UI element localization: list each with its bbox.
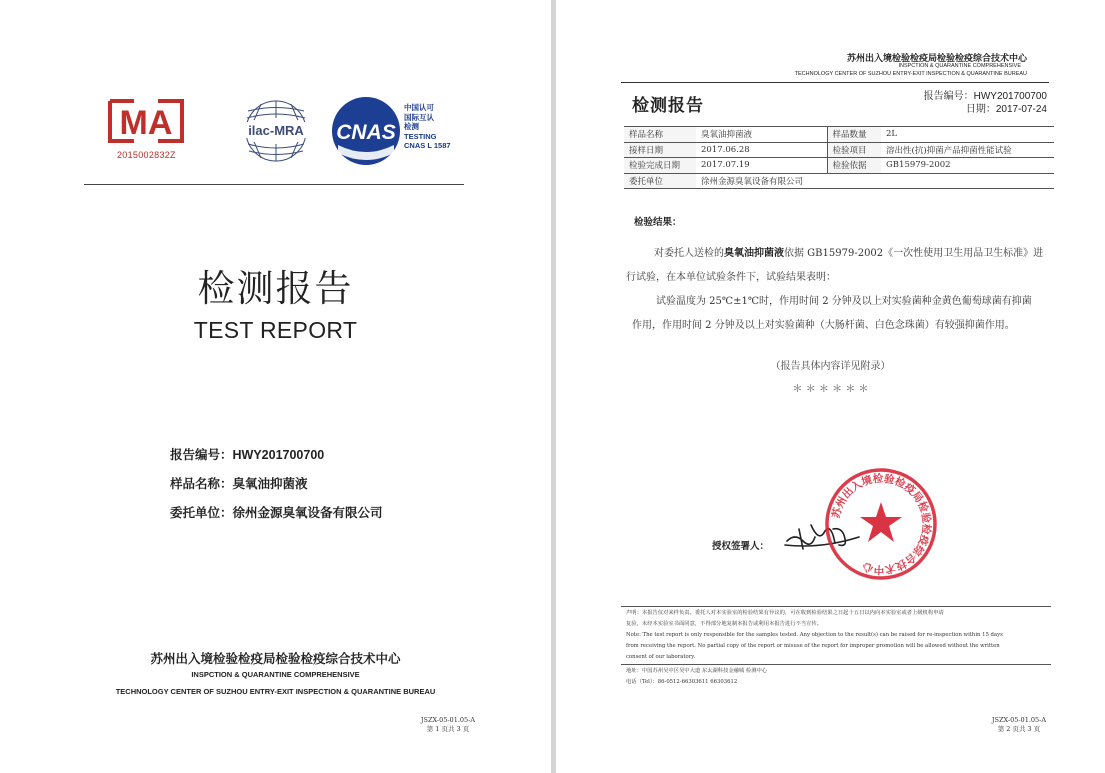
table-key: 样品名称 (624, 127, 696, 143)
cover-sample-name: 样品名称：臭氧油抑菌液 (170, 477, 308, 491)
report-number: 报告编号：HWY201700700 (923, 91, 1047, 102)
cover-title-en: TEST REPORT (193, 317, 358, 343)
table-value: 溶出性(抗)抑菌产品抑菌性能试验 (881, 142, 1054, 158)
cma-logo-text: MA (119, 104, 173, 142)
result-paragraph2-line1: 试验温度为 25℃±1℃时，作用时间 2 分钟及以上对实验菌种金黄色葡萄球菌有抑菌 (656, 296, 1032, 307)
table-row (624, 173, 1054, 189)
cnas-caption-line: 国际互认 (404, 112, 434, 122)
result-text: 依据 GB15979-2002《一次性使用卫生用品卫生标准》进 (784, 248, 1044, 259)
page-number: 第 2 页共 3 页 (997, 724, 1041, 733)
phone: 电话（Tel）：86-0512-66303611 66303612 (626, 679, 738, 685)
cover-divider (84, 184, 464, 185)
ilac-logo-text: ilac-MRA (248, 123, 304, 138)
cnas-caption-line: TESTING (404, 131, 437, 141)
cover-org-cn: 苏州出入境检验检疫局检验检疫综合技术中心 (150, 652, 401, 666)
sample-info-table (624, 126, 1054, 189)
form-code: JSZX-05-01.05-A (420, 716, 476, 724)
report-date: 日期：2017-07-24 (965, 104, 1047, 115)
table-value: 2017.07.19 (696, 158, 827, 174)
cover-title-cn: 检测报告 (197, 267, 354, 310)
note-line: 复验，未经本实验室书面同意，不得部分地复制本报告或利用本报告进行不当宣传。 (626, 621, 822, 627)
result-sample-name: 臭氧油抑菌液 (724, 248, 784, 259)
cnas-caption-line: CNAS L 1587 (404, 141, 451, 150)
table-value: 徐州金源臭氧设备有限公司 (696, 173, 1054, 189)
table-value: 2017.06.28 (696, 142, 827, 158)
cover-report-number: 报告编号：HWY201700700 (170, 448, 325, 462)
note-line: Note: The test report is only responsible for the samples tested. Any objection to the result(s) can be raised for re-inspection within 15 days (626, 632, 1003, 638)
result-paragraph1-line2: 行试验，在本单位试验条件下，试验结果表明： (626, 272, 836, 283)
header-org-en-line1: INSPCTION & QUARANTINE COMPREHENSIVE (898, 63, 1021, 69)
page-number: 第 1 页共 3 页 (426, 724, 470, 733)
cnas-caption (404, 103, 451, 151)
table-row (624, 127, 1054, 143)
form-code: JSZX-05-01.05-A (991, 716, 1047, 724)
official-seal-icon (821, 464, 941, 584)
cnas-logo-text: CNAS (336, 121, 396, 144)
result-paragraph2-line2: 作用，作用时间 2 分钟及以上对实验菌种（大肠杆菌、白色念珠菌）有较强抑菌作用。 (632, 320, 1015, 331)
header-org-cn: 苏州出入境检验检疫局检验检疫综合技术中心 (846, 53, 1027, 63)
address: 地址：中国苏州吴中区吴中大道 东太湖科技金融城 检测中心 (626, 668, 768, 674)
cnas-caption-line: 检测 (404, 122, 419, 131)
page1-footer (398, 716, 498, 733)
table-key: 接样日期 (624, 142, 696, 158)
cnas-logo-icon (330, 95, 402, 167)
cover-org-en-line1: INSPCTION & QUARANTINE COMPREHENSIVE (191, 670, 360, 679)
table-key: 检验项目 (827, 142, 881, 158)
report-result-page (556, 0, 1105, 773)
cma-logo-icon (104, 97, 188, 147)
disclaimer-notes (626, 608, 1056, 663)
signer-label: 授权签署人： (712, 541, 770, 552)
seal-text: 苏州出入境检验检疫局检验检疫综合技术中心 (830, 472, 933, 576)
header-org-en-line2: TECHNOLOGY CENTER OF SUZHOU ENTRY-EXIT INSPECTION & QUARANTINE BUREAU (794, 71, 1027, 77)
appendix-note: （报告具体内容详见附录） (770, 361, 891, 372)
cover-client: 委托单位：徐州金源臭氧设备有限公司 (170, 506, 383, 520)
table-row (624, 158, 1054, 174)
note-line: 声明：本报告仅对来样负责。委托人对本实验室的检验结果有异议的，可在收到检验结果之日起十五日以内向本实验室或者上级机构申请 (626, 610, 944, 616)
cover-org-en-line2: TECHNOLOGY CENTER OF SUZHOU ENTRY-EXIT INSPECTION & QUARANTINE BUREAU (115, 687, 436, 696)
notes-rule-top (621, 606, 1051, 607)
cnas-caption-line: 中国认可 (404, 103, 434, 112)
end-stars: ＊ ＊ ＊ ＊ ＊ ＊ (792, 384, 869, 395)
cma-number: 2015002832Z (117, 150, 176, 160)
table-row (624, 142, 1054, 158)
result-paragraph1-line1 (654, 242, 1043, 266)
report-meta (924, 90, 1047, 116)
table-value: 2L (881, 127, 1054, 143)
header-rule (621, 82, 1049, 83)
table-key: 委托单位 (624, 173, 696, 189)
result-title: 检验结果： (634, 217, 682, 228)
note-line: from receiving the report. No partial copy of the report or misuse of the report for improper promotion will be allowed without the written (626, 643, 1000, 649)
result-text: 对委托人送检的 (654, 248, 724, 259)
table-value: GB15979-2002 (881, 158, 1054, 174)
report-title: 检测报告 (632, 96, 704, 115)
table-key: 检验完成日期 (624, 158, 696, 174)
table-key: 检验依据 (827, 158, 881, 174)
note-line: consent of our laboratory. (626, 654, 696, 660)
contact-info (626, 666, 1056, 688)
notes-rule-bottom (621, 664, 1051, 665)
report-cover-page (0, 0, 551, 773)
page2-footer (974, 716, 1064, 733)
table-key: 样品数量 (827, 127, 881, 143)
table-value: 臭氧油抑菌液 (696, 127, 827, 143)
ilac-mra-logo-icon (236, 96, 316, 166)
